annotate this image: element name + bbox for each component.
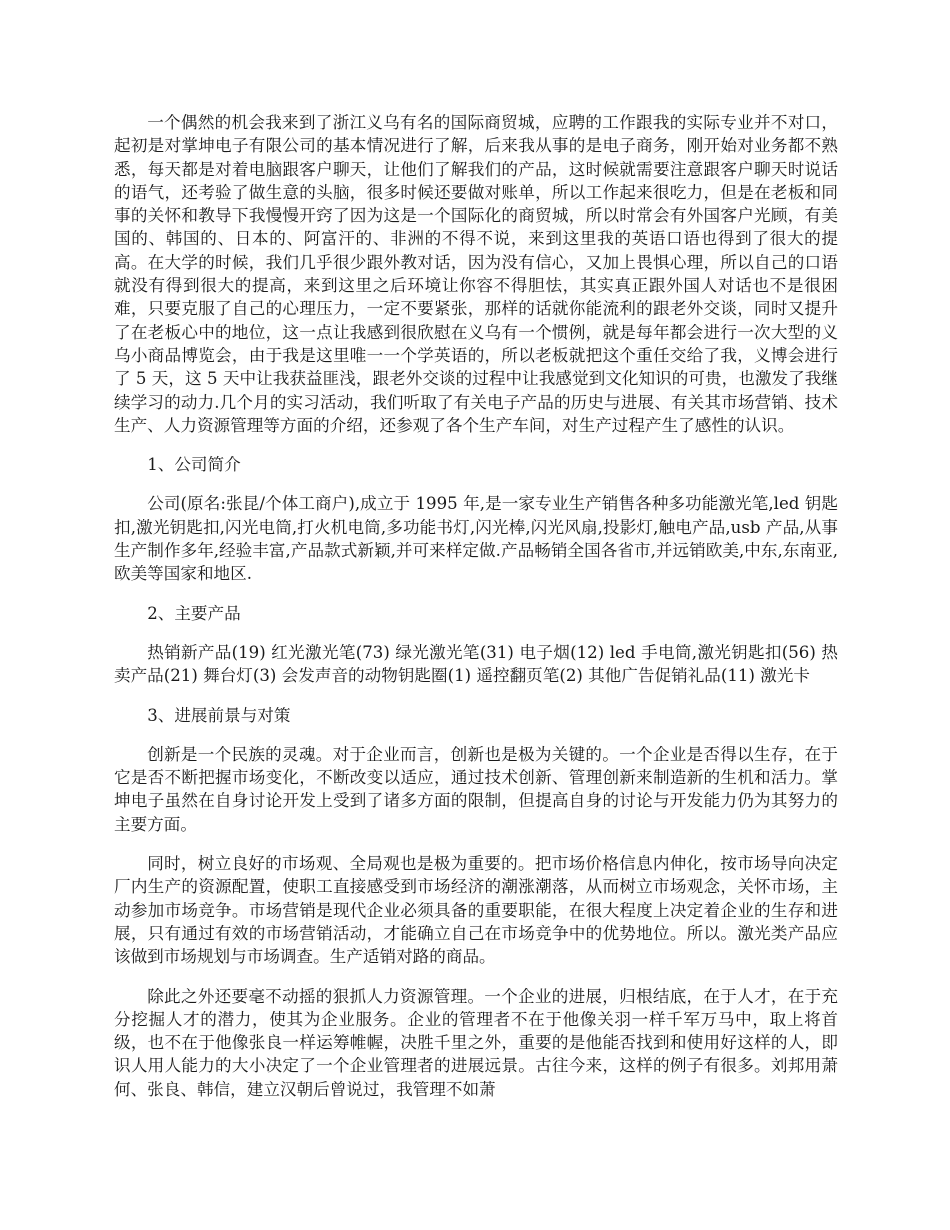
section-3-paragraph-3: 除此之外还要毫不动摇的狠抓人力资源管理。一个企业的进展，归根结底，在于人才，在于充分挖掘人才的潜力，使其为企业服务。企业的管理者不在于他像关羽一样千军万马中，取上将首级，也不在于他像张良一样运筹帷幄，决胜千里之外，重要的是他能否找到和使用好这样的人，即识人用人能力的大小决定了一个企业管理者的进展远景。古往今来，这样的例子有很多。刘邦用萧何、张良、韩信，建立汉朝后曾说过，我管理不如萧 <box>114 986 838 1099</box>
section-2-paragraph: 热销新产品(19) 红光激光笔(73) 绿光激光笔(31) 电子烟(12) led 手电筒,激光钥匙扣(56) 热卖产品(21) 舞台灯(3) 会发声音的动物钥匙圈(1) 遥控翻页笔(2) 其他广告促销礼品(11) 激光卡 <box>114 642 838 686</box>
document-page <box>114 111 838 1117</box>
section-1-heading: 1、公司简介 <box>147 455 241 475</box>
intro-paragraph: 一个偶然的机会我来到了浙江义乌有名的国际商贸城，应聘的工作跟我的实际专业并不对口，起初是对掌坤电子有限公司的基本情况进行了解，后来我从事的是电子商务，刚开始对业务都不熟悉，每天都是对着电脑跟客户聊天，让他们了解我们的产品，这时候就需要注意跟客户聊天时说话的语气，还考验了做生意的头脑，很多时候还要做对账单，所以工作起来很吃力，但是在老板和同事的关怀和教导下我慢慢开窍了因为这是一个国际化的商贸城，所以时常会有外国客户光顾，有美国的、韩国的、日本的、阿富汗的、非洲的不得不说，来到这里我的英语口语也得到了很大的提高。在大学的时候，我们几乎很少跟外教对话，因为没有信心，又加上畏惧心理，所以自己的口语就没有得到很大的提高，来到这里之后环境让你容不得胆怯，其实真正跟外国人对话也不是很困难，只要克服了自己的心理压力，一定不要紧张，那样的话就你能流利的跟老外交谈，同时又提升了在老板心中的地位，这一点让我感到很欣慰在义乌有一个惯例，就是每年都会进行一次大型的义乌小商品博览会，由于我是这里唯一一个学英语的，所以老板就把这个重任交给了我，义博会进行了 5 天，这 5 天中让我获益匪浅，跟老外交谈的过程中让我感觉到文化知识的可贵，也激发了我继续学习的动力.几个月的实习活动，我们听取了有关电子产品的历史与进展、有关其市场营销、技术生产、人力资源管理等方面的介绍，还参观了各个生产车间，对生产过程产生了感性的认识。 <box>114 113 838 435</box>
section-2-heading: 2、主要产品 <box>147 603 241 623</box>
section-3-paragraph-1: 创新是一个民族的灵魂。对于企业而言，创新也是极为关键的。一个企业是否得以生存，在于它是否不断把握市场变化，不断改变以适应，通过技术创新、管理创新来制造新的生机和活力。掌坤电子虽然在自身讨论开发上受到了诸多方面的限制，但提高自身的讨论与开发能力仍为其努力的主要方面。 <box>114 744 838 834</box>
section-3-paragraph-2: 同时，树立良好的市场观、全局观也是极为重要的。把市场价格信息内伸化，按市场导向决定厂内生产的资源配置，使职工直接感受到市场经济的潮涨潮落，从而树立市场观念，关怀市场，主动参加市场竞争。市场营销是现代企业必须具备的重要职能，在很大程度上决定着企业的生存和进展，只有通过有效的市场营销活动，才能确立自己在市场竞争中的优势地位。所以。激光类产品应该做到市场规划与市场调查。生产适销对路的商品。 <box>114 854 838 967</box>
section-1-paragraph: 公司(原名:张昆/个体工商户),成立于 1995 年,是一家专业生产销售各种多功能激光笔,led 钥匙扣,激光钥匙扣,闪光电筒,打火机电筒,多功能书灯,闪光棒,闪光风扇,投影灯,触电产品,usb 产品,从事生产制作多年,经验丰富,产品款式新颖,并可来样定做.产品畅销全国各省市,并远销欧美,中东,东南亚,欧美等国家和地区. <box>114 494 838 584</box>
section-3-heading: 3、进展前景与对策 <box>147 705 291 725</box>
